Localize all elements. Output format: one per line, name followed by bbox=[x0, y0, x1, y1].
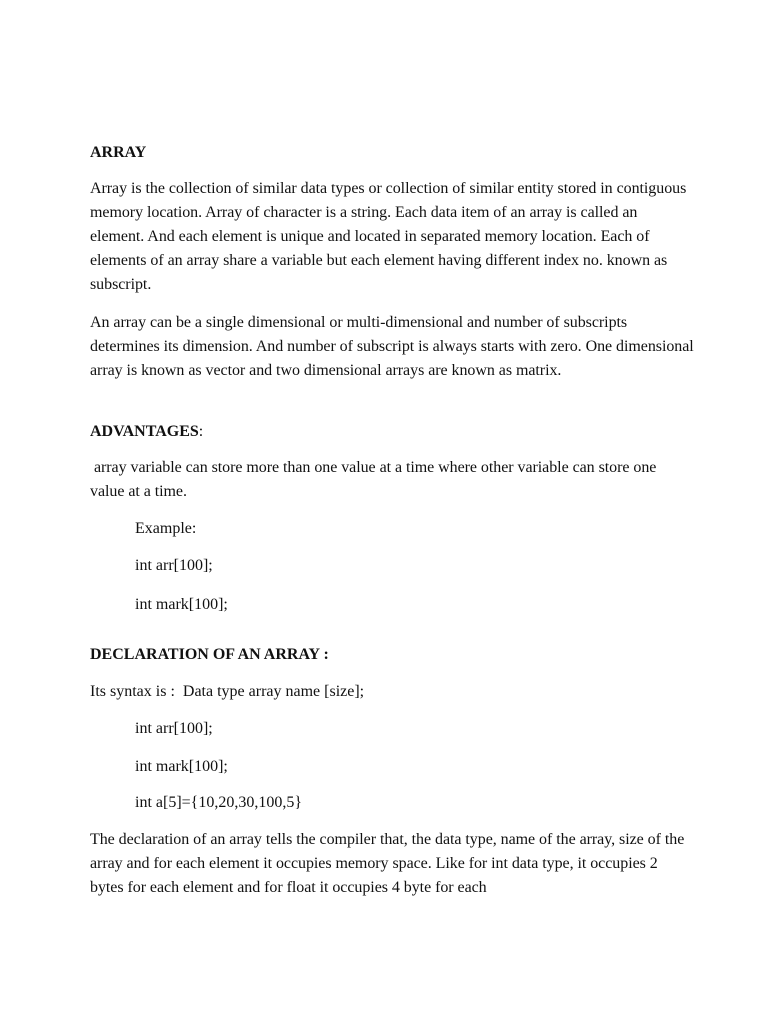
paragraph-advantages: array variable can store more than one value at a time where other variable can store one value at a time. bbox=[90, 459, 661, 500]
heading-advantages-colon: : bbox=[198, 423, 204, 440]
heading-advantages-line bbox=[90, 420, 694, 444]
syntax-line: Its syntax is : Data type array name [size]; bbox=[90, 683, 365, 700]
paragraph-array-definition: Array is the collection of similar data types or collection of similar entity stored in contiguous memory location. Array of character is a string. Each data item of an array is called an element. And each element is unique and located in separated memory location. Each of elements of an array share a variable but each element having different index no. known as subscript. bbox=[90, 180, 687, 293]
heading-array: ARRAY bbox=[90, 144, 147, 161]
declaration-code-line-2: int mark[100]; bbox=[135, 758, 228, 775]
heading-advantages: ADVANTAGES bbox=[90, 423, 199, 440]
paragraph-array-dimensions: An array can be a single dimensional or multi-dimensional and number of subscripts determines its dimension. And number of subscript is always starts with zero. One dimensional array is known as vector and two dimensional arrays are known as matrix. bbox=[90, 314, 694, 379]
heading-declaration: DECLARATION OF AN ARRAY : bbox=[90, 646, 329, 663]
example-label: Example: bbox=[135, 520, 197, 537]
paragraph-declaration-explanation: The declaration of an array tells the compiler that, the data type, name of the array, size of the array and for each element it occupies memory space. Like for int data type, it occupies 2 bytes for each element and for float it occupies 4 byte for each bbox=[90, 831, 685, 896]
declaration-code-line-3: int a[5]={10,20,30,100,5} bbox=[135, 794, 303, 811]
example-code-line-1: int arr[100]; bbox=[135, 557, 213, 574]
example-code-line-2: int mark[100]; bbox=[135, 596, 228, 613]
declaration-code-line-1: int arr[100]; bbox=[135, 720, 213, 737]
